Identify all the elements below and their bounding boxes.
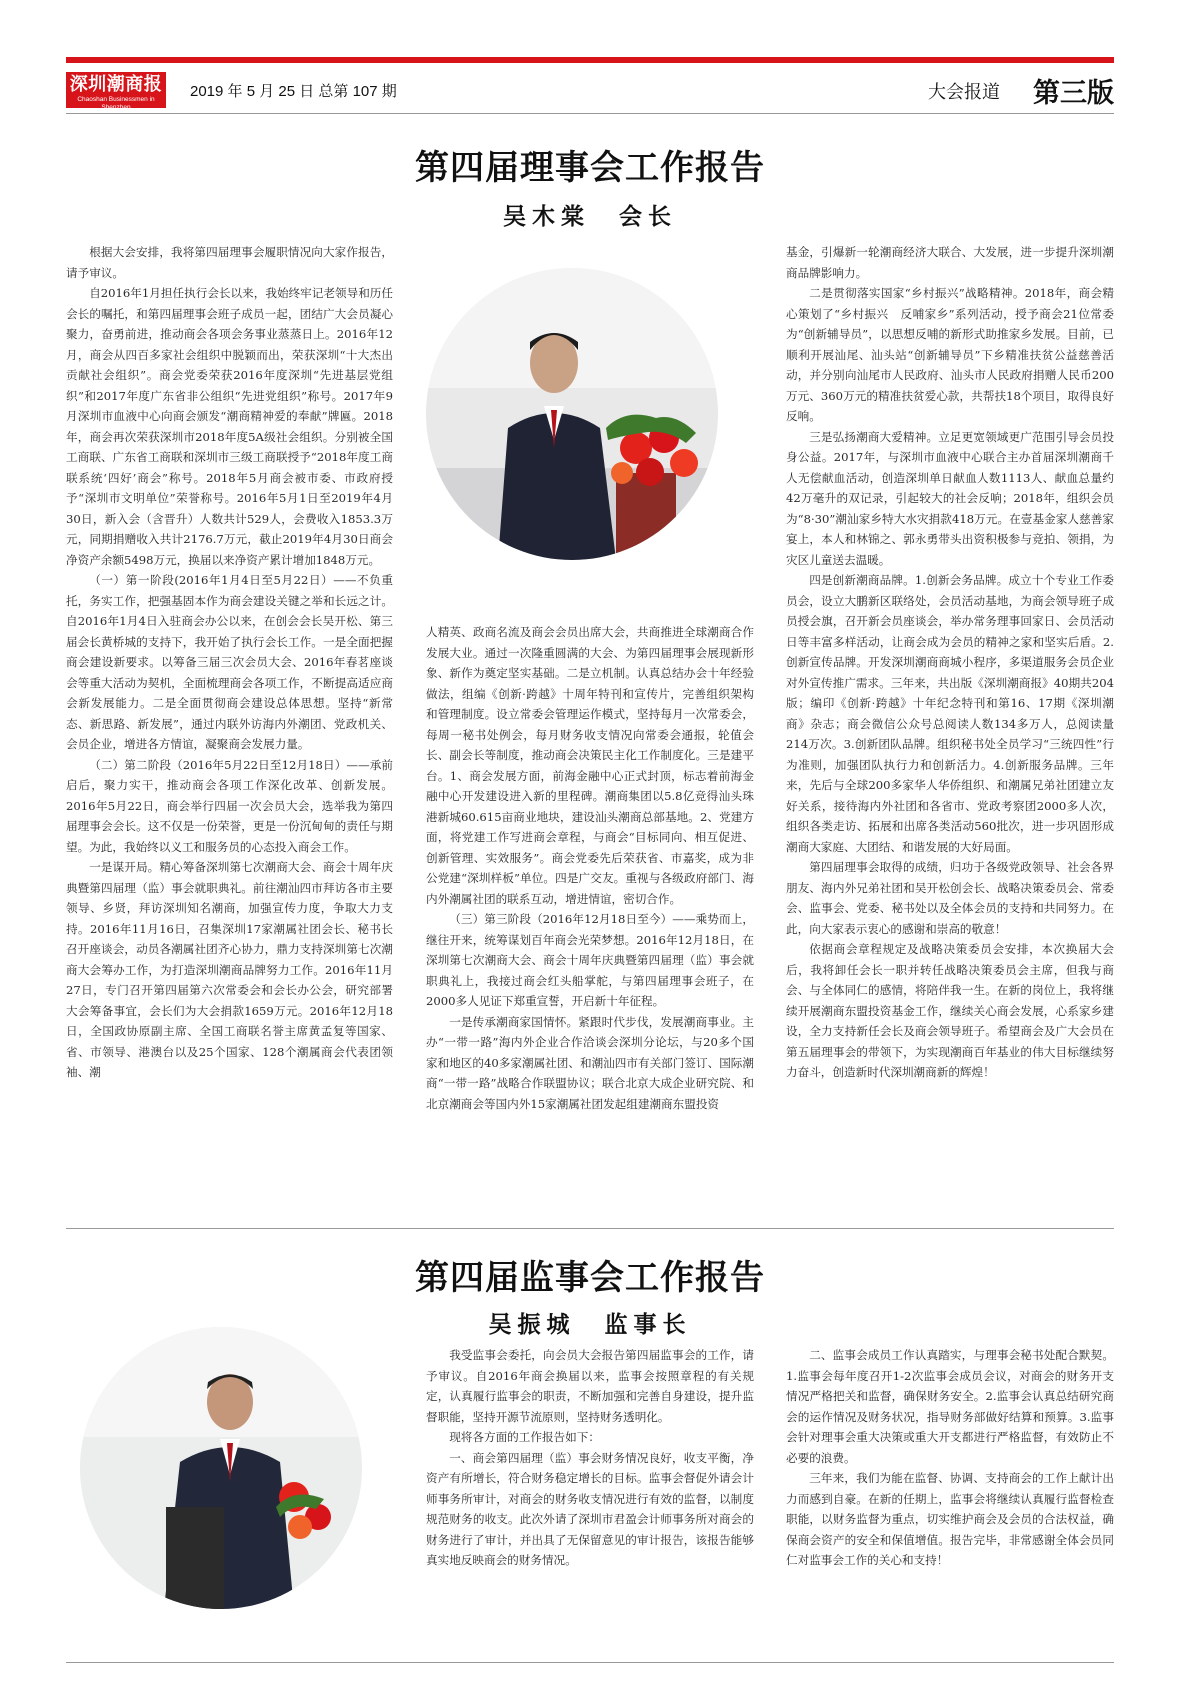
article1-column-3	[786, 242, 1114, 1206]
article-divider	[66, 1228, 1114, 1229]
footer-rule	[66, 1662, 1114, 1663]
paragraph: 自2016年1月担任执行会长以来，我始终牢记老领导和历任会长的嘱托，和第四届理事会班子成员一起，团结广大会员凝心聚力，奋勇前进，推动商会各项会务事业蒸蒸日上。2016年12月，商会从四百多家社会组织中脱颖而出，荣获深圳“十大杰出贡献社会组织”。商会党委荣获2016年度深圳“先进基层党组织”和2017年度广东省非公组织“先进党组织”称号。2017年9月深圳市血液中心向商会颁发“潮商精神爱的奉献”牌匾。2018年，商会再次荣获深圳市2018年度5A级社会组织。分别被全国工商联、广东省工商联和深圳市三级工商联授予“2018年度工商联系统‘四好’商会”称号。2018年5月商会被市委、市政府授予“深圳市文明单位”荣誉称号。2016年5月1日至2019年4月30日，新入会（含晋升）人数共计529人，会费收入1853.3万元，同期捐赠收入共计2176.7万元，截止2019年4月30日商会净资产余额5498万元，换届以来净资产累计增加1848万元。	[66, 286, 393, 567]
paragraph: 二、监事会成员工作认真踏实，与理事会秘书处配合默契。1.监事会每年度召开1-2次监事会成员会议，对商会的财务开支情况严格把关和监督，确保财务安全。2.监事会认真总结研究商会的运作情况及财务状况，指导财务部做好结算和预算。3.监事会针对理事会重大决策或重大开支都进行严格监督，有效防止不必要的浪费。	[786, 1348, 1114, 1465]
paragraph: 三是弘扬潮商大爱精神。立足更宽领域更广范围引导会员投身公益。2017年，与深圳市血液中心联合主办首届深圳潮商千人无偿献血活动，创造深圳单日献血人数1113人、献血总量约42万毫升的双记录，引起较大的社会反响；2018年，组织会员为“8·30”潮汕家乡特大水灾捐款418万元。在壹基金家人慈善家宴上，本人和林锦之、郭永勇带头出资积极参与竞拍、领捐，为灾区儿童送去温暖。	[786, 429, 1114, 567]
paragraph: 四是创新潮商品牌。1.创新会务品牌。成立十个专业工作委员会，设立大鹏新区联络处，会员活动基地，为商会领导班子成员授会旗，召开新会员座谈会，举办常务理事回家日、会员活动日等丰富多样活动，让商会成为会员的精神之家和坚实后盾。2.创新宣传品牌。开发深圳潮商商城小程序，多渠道服务会员企业对外宣传推广需求。三年来，共出版《深圳潮商报》40期共204版；编印《创新·跨越》十年纪念特刊和第16、17期《深圳潮商》杂志；商会微信公众号总阅读人数134多万人，总阅读量214万次。3.创新团队品牌。组织秘书处全员学习“三统四性”行为准则，加强团队执行力和创新活力。4.创新服务品牌。三年来，先后与全球200多家华人华侨组织、和潮属兄弟社团建立友好关系，接待海内外社团和各省市、党政考察团2000多人次，组织各类走访、拓展和出席各类活动560批次，进一步巩固形成潮商大家庭、大团结、和谐发展的大好局面。	[786, 573, 1114, 854]
article2-column-1	[426, 1345, 754, 1645]
edition-label: 第三版	[1033, 78, 1114, 109]
paragraph: 第四届理事会取得的成绩，归功于各级党政领导、社会各界朋友、海内外兄弟社团和吴开松创会长、战略决策委员会、常委会、监事会、党委、秘书处以及全体会员的支持和共同努力。在此，向大家表示衷心的感谢和崇高的敬意！	[786, 860, 1114, 936]
masthead-rule	[66, 113, 1114, 114]
article1-title: 第四届理事会工作报告	[415, 148, 765, 188]
paragraph: 根据大会安排，我将第四届理事会履职情况向大家作报告，请予审议。	[66, 245, 393, 280]
paragraph: 二是贯彻落实国家“乡村振兴”战略精神。2018年，商会精心策划了“乡村振兴 反哺家乡”系列活动，授予商会21位常委为“创新辅导员”，以思想反哺的新形式助推家乡发展。目前，已顺利开展汕尾、汕头站“创新辅导员”下乡精准扶贫公益慈善活动，并分别向汕尾市人民政府、汕头市人民政府捐赠人民币200万元、360万元的精准扶贫爱心款，共帮扶18个项目，取得良好反响。	[786, 286, 1114, 423]
paragraph: 基金，引爆新一轮潮商经济大联合、大发展，进一步提升深圳潮商品牌影响力。	[786, 245, 1114, 280]
supervisor-photo	[80, 1327, 362, 1609]
article2-author: 吴振城 监事长	[488, 1311, 692, 1338]
paragraph: （三）第三阶段（2016年12月18日至今）——乘势而上，继往开来，统筹谋划百年商会光荣梦想。2016年12月18日，在深圳第七次潮商大会、商会十周年庆典暨第四届理（监）事会就职典礼上，我接过商会红头船掌舵，与第四届理事会班子，在2000多人见证下郑重宣誓，开启新十年征程。	[426, 912, 754, 1008]
article1-author: 吴木棠 会长	[503, 203, 677, 230]
paragraph: 依据商会章程规定及战略决策委员会安排，本次换届大会后，我将卸任会长一职并转任战略决策委员会主席，但我与商会、与全体同仁的感情，将陪伴我一生。在新的岗位上，我将继续开展潮商东盟投资基金工作，继续关心商会发展，心系家乡建设，全力支持新任会长及商会领导班子。希望商会及广大会员在第五届理事会的带领下，为实现潮商百年基业的伟大目标继续努力奋斗，创造新时代深圳潮商新的辉煌！	[786, 942, 1114, 1079]
president-photo	[426, 268, 718, 560]
paragraph: 三年来，我们为能在监督、协调、支持商会的工作上献计出力而感到自豪。在新的任期上，监事会将继续认真履行监督检查职能，以财务监督为重点，切实维护商会及会员的合法权益，确保商会资产的安全和保值增值。报告完毕，非常感谢全体会员同仁对监事会工作的关心和支持！	[786, 1471, 1114, 1567]
paragraph: 一是谋开局。精心筹备深圳第七次潮商大会、商会十周年庆典暨第四届理（监）事会就职典礼。前往潮汕四市拜访各市主要领导、乡贤，拜访深圳知名潮商，加强宣传力度，争取大力支持。2016年11月16日，召集深圳17家潮属社团会长、秘书长召开座谈会，动员各潮属社团齐心协力，鼎力支持深圳第七次潮商大会筹办工作，为打造深圳潮商品牌努力工作。2016年11月27日，专门召开第四届第六次常委会和会长办公会，研究部署大会筹备事宜，会长们为大会捐款1659万元。2016年12月18日，全国政协原副主席、全国工商联名誉主席黄孟复等国家、省、市领导、港澳台以及25个国家、128个潮属商会代表团领袖、潮	[66, 860, 393, 1079]
article1-column-2	[426, 622, 754, 1206]
article1-column-1	[66, 242, 393, 1206]
paragraph: 现将各方面的工作报告如下：	[449, 1430, 600, 1444]
paragraph: （二）第二阶段（2016年5月22日至12月18日）——承前启后，聚力实干，推动商会各项工作深化改革、创新发展。2016年5月22日，商会举行四届一次会员大会，选举我为第四届理事会会长。这不仅是一份荣誉，更是一份沉甸甸的责任与期望。为此，我始终以义工和服务员的心态投入商会工作。	[66, 757, 393, 854]
article2-title: 第四届监事会工作报告	[415, 1258, 765, 1298]
paragraph: 一、商会第四届理（监）事会财务情况良好，收支平衡，净资产有所增长，符合财务稳定增长的目标。监事会督促外请会计师事务所审计，对商会的财务收支情况进行有效的监督，以制度规范财务的收支。此次外请了深圳市君盈会计师事务所对商会的财务进行了审计，并出具了无保留意见的审计报告，该报告能够真实地反映商会的财务情况。	[426, 1450, 754, 1567]
masthead-red-bar	[66, 57, 1114, 63]
logo-text: 深圳潮商报	[69, 74, 163, 95]
article2-column-2	[786, 1345, 1114, 1645]
issue-date: 2019 年 5 月 25 日 总第 107 期	[190, 83, 397, 100]
logo-subtitle: Chaoshan Businessmen in Shenzhen	[77, 96, 155, 111]
newspaper-logo	[66, 72, 166, 111]
section-name: 大会报道	[928, 82, 1000, 103]
paragraph: 一是传承潮商家国情怀。紧跟时代步伐，发展潮商事业。主办“一带一路”海内外企业合作洽谈会深圳分论坛，与20多个国家和地区的40多家潮属社团、和潮汕四市有关部门签订、国际潮商“一带一路”战略合作联盟协议；联合北京大成企业研究院、和北京潮商会等国内外15家潮属社团发起组建潮商东盟投资	[426, 1014, 754, 1111]
paragraph: （一）第一阶段(2016年1月4日至5月22日）——不负重托，务实工作，把强基固本作为商会建设关键之举和长远之计。自2016年1月4日入驻商会办公以来，在创会会长吴开松、第三届会长黄桥城的支持下，我开始了执行会长工作。一是全面把握商会建设新要求。以筹备三届三次会员大会、2016年春茗座谈会等重大活动为契机，全面梳理商会各项工作，不断提高适应商会新发展能力。二是全面贯彻商会建设总体思想。坚持“新常态、新思路、新发展”，通过内联外访海内外潮团、党政机关、会员企业，增进各方情谊，凝聚商会发展力量。	[66, 573, 393, 751]
paragraph: 人精英、政商名流及商会会员出席大会，共商推进全球潮商合作发展大业。通过一次隆重圆满的大会、为第四届理事会展现新形象、新作为奠定坚实基础。二是立机制。认真总结办会十年经验做法，组编《创新·跨越》十周年特刊和宣传片，完善组织架构和管理制度。设立常委会管理运作模式，坚持每月一次常委会，每周一秘书处例会，每月财务收支情况向常委会通报，轮值会长、副会长等制度，推动商会决策民主化工作制度化。三是建平台。1、商会发展方面，前海金融中心正式封顶，标志着前海金融中心开发建设进入新的里程碑。潮商集团以5.8亿竞得汕头珠港新城60.615亩商业地块，建设汕头潮商总部基地。2、党建方面，将党建工作写进商会章程，与商会“目标同向、相互促进、创新管理、实效服务”。商会党委先后荣获省、市嘉奖，成为非公党建“深圳样板”单位。四是广交友。重视与各级政府部门、海内外潮属社团的联系互动，增进情谊，密切合作。	[426, 625, 754, 906]
paragraph: 我受监事会委托，向会员大会报告第四届监事会的工作，请予审议。自2016年商会换届以来，监事会按照章程的有关规定，认真履行监事会的职责，不断加强和完善自身建设，提升监督职能，坚持开源节流原则，坚持财务透明化。	[426, 1348, 754, 1424]
